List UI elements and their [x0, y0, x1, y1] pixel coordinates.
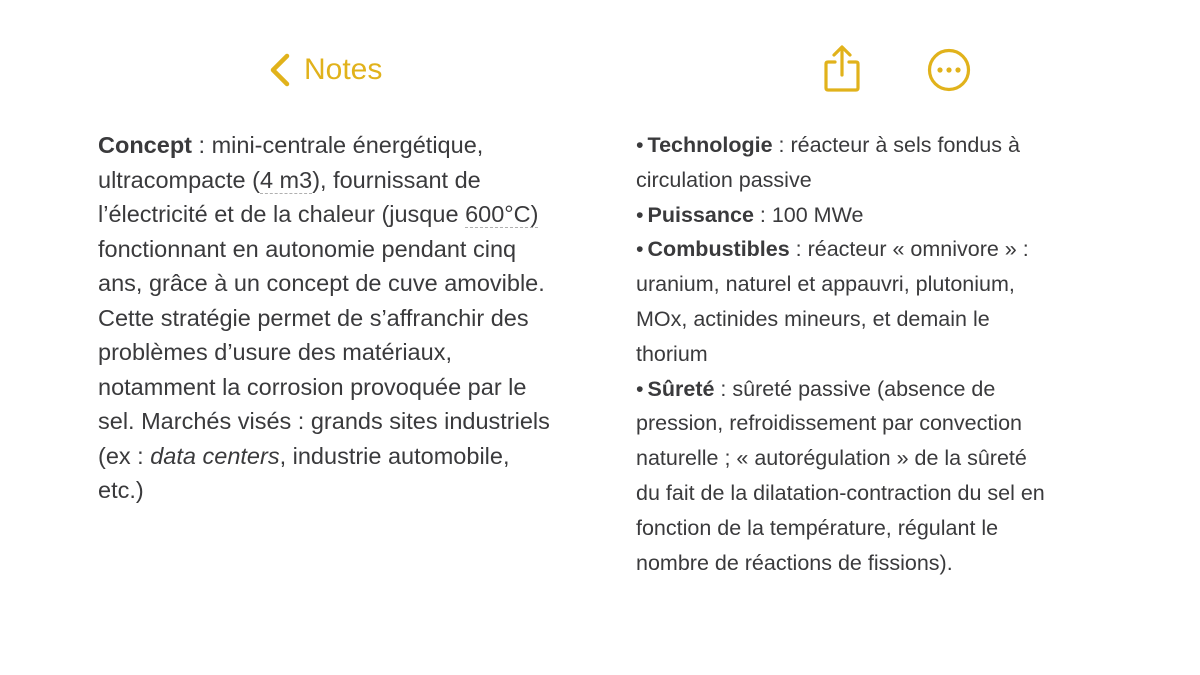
concept-text-line-5: ans, grâce à un concept de cuve amovible. — [98, 270, 545, 296]
fuel-label: Combustibles — [647, 237, 790, 262]
power-text: : 100 MWe — [753, 202, 864, 227]
bullet: • — [636, 376, 644, 401]
data-centers-text: data centers — [150, 442, 280, 469]
concept-text-line-2b: ), fournissant de — [312, 166, 481, 193]
concept-label: Concept — [98, 132, 192, 158]
ellipsis-circle-icon[interactable] — [927, 48, 971, 92]
technology-label: Technologie — [647, 133, 773, 157]
safety-text-line-6: nombre de réactions de fissions). — [636, 550, 953, 575]
safety-label: Sûreté — [647, 376, 715, 401]
concept-text-line-1: : mini-centrale énergétique, — [192, 132, 484, 158]
fuel-text: : réacteur « omnivore » : — [789, 237, 1029, 262]
fuel-text-line-4: thorium — [636, 341, 708, 366]
concept-text-line-10a: (ex : — [98, 442, 151, 469]
safety-text: : sûreté passive (absence de — [714, 376, 996, 401]
concept-text-line-9: sel. Marchés visés : grands sites industriels — [98, 408, 550, 434]
right-note-body[interactable] — [636, 128, 1196, 580]
volume-value: 4 m3 — [259, 166, 313, 193]
right-note-pane — [600, 0, 1200, 675]
safety-text-line-5: fonction de la température, régulant le — [636, 515, 999, 540]
left-note-body[interactable] — [98, 128, 600, 508]
technology-text: : réacteur à sels fondus à — [772, 133, 1020, 157]
concept-text-line-3a: l’électricité et de la chaleur (jusque — [98, 201, 466, 227]
concept-text-line-10b: , industrie automobile, — [279, 442, 510, 469]
fuel-text-line-3: MOx, actinides mineurs, et demain le — [636, 306, 990, 331]
concept-text-line-4: fonctionnant en autonomie pendant cinq — [98, 235, 517, 262]
technology-text-line-2: circulation passive — [636, 167, 812, 192]
bullet: • — [636, 202, 644, 227]
bullet: • — [636, 133, 644, 157]
concept-text-line-8: notamment la corrosion provoquée par le — [98, 373, 527, 400]
safety-text-line-4: du fait de la dilatation-contraction du sel en — [636, 480, 1045, 505]
safety-text-line-3: naturelle ; « autorégulation » de la sûreté — [636, 446, 1027, 471]
back-button[interactable] — [268, 52, 382, 88]
concept-text-line-7: problèmes d’usure des matériaux, — [98, 339, 452, 365]
back-label: Notes — [304, 53, 383, 86]
concept-text-line-11: etc.) — [98, 477, 144, 503]
chevron-left-icon — [268, 52, 292, 88]
bullet: • — [636, 237, 644, 262]
share-icon[interactable] — [822, 44, 862, 94]
concept-text-line-2a: ultracompacte ( — [98, 166, 260, 193]
power-label: Puissance — [647, 202, 754, 227]
concept-text-line-6: Cette stratégie permet de s’affranchir des — [98, 304, 529, 331]
temperature-value: 600°C) — [465, 201, 539, 227]
fuel-text-line-2: uranium, naturel et appauvri, plutonium, — [636, 272, 1015, 297]
safety-text-line-2: pression, refroidissement par convection — [636, 411, 1022, 436]
